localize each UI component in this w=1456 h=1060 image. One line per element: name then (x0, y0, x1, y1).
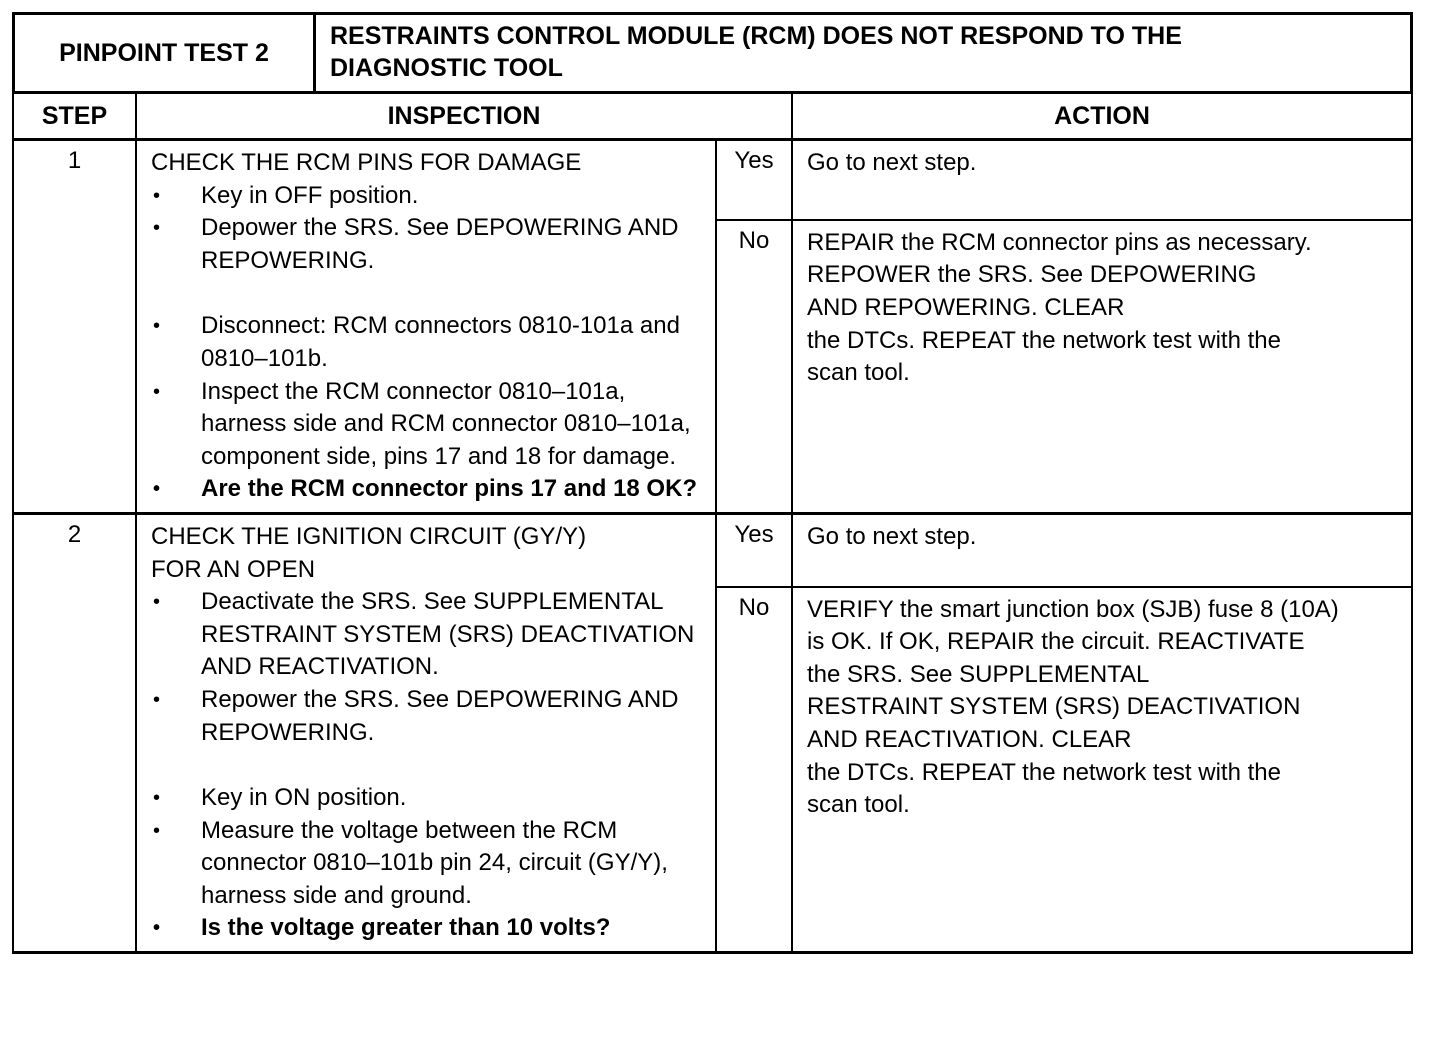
step-2-inspection (136, 513, 716, 952)
step-1-title: CHECK THE RCM PINS FOR DAMAGE (151, 149, 582, 176)
step-2-number: 2 (13, 513, 136, 952)
column-header-action: ACTION (792, 93, 1412, 140)
test-label: PINPOINT TEST 2 (14, 14, 315, 93)
title-block (12, 12, 1413, 94)
bullet-dot-icon: • (153, 184, 161, 207)
bullet-dot-icon: • (153, 688, 161, 711)
step-2-bullets (151, 586, 705, 945)
step-2-yes-label: Yes (716, 513, 792, 586)
step-2-bullet-1: • Deactivate the SRS. See SUPPLEMENTAL RESTRAINT SYSTEM (SRS) DEACTIVATION AND REACTIVATION. (153, 588, 695, 681)
bullet-dot-icon: • (153, 315, 161, 338)
step-1-no-action: REPAIR the RCM connector pins as necessary. REPOWER the SRS. See DEPOWERING AND REPOWERING. CLEAR the DTCs. REPEAT the network test with the scan tool. (792, 220, 1412, 514)
step-1-bullet-2: • Depower the SRS. See DEPOWERING AND REPOWERING. (153, 214, 679, 274)
bullet-dot-icon: • (153, 917, 161, 940)
step-2-bullet-4: • Measure the voltage between the RCM connector 0810–101b pin 24, circuit (GY/Y), harness side and ground. (153, 816, 668, 909)
column-header-inspection: INSPECTION (136, 93, 792, 140)
bullet-dot-icon: • (153, 478, 161, 501)
step-2-bullet-3: • Key in ON position. (151, 782, 705, 815)
step-2-title-line1: CHECK THE IGNITION CIRCUIT (GY/Y) (151, 522, 587, 550)
step-1-yes-row (13, 140, 1412, 220)
bullet-dot-icon: • (153, 217, 161, 240)
step-2-title-line2: FOR AN OPEN (151, 555, 316, 583)
procedure-table (12, 91, 1413, 954)
step-1-yes-label: Yes (716, 140, 792, 220)
step-1-no-label: No (716, 220, 792, 514)
step-2-no-action: VERIFY the smart junction box (SJB) fuse 8 (10A) is OK. If OK, REPAIR the circuit. REACTIVATE the SRS. See SUPPLEMENTAL RESTRAINT SYSTEM (SRS) DEACTIVATION AND REACTIVATION. CLEAR the DTCs. REPEAT the network test with the scan tool. (792, 587, 1412, 953)
bullet-dot-icon: • (153, 591, 161, 614)
step-1-inspection (136, 140, 716, 514)
column-header-step: STEP (13, 93, 136, 140)
step-2-no-label: No (716, 587, 792, 953)
test-title-line2: DIAGNOSTIC TOOL (330, 54, 563, 82)
step-2-question: • Is the voltage greater than 10 volts? (151, 912, 705, 945)
pinpoint-test-sheet (12, 12, 1413, 954)
step-1-yes-action: Go to next step. (792, 140, 1412, 220)
step-1-number: 1 (13, 140, 136, 514)
step-1-bullet-4: • Inspect the RCM connector 0810–101a, harness side and RCM connector 0810–101a, component side, pins 17 and 18 for damage. (153, 377, 691, 470)
step-1-question: • Are the RCM connector pins 17 and 18 OK? (151, 473, 705, 506)
bullet-dot-icon: • (153, 787, 161, 810)
test-title (315, 14, 1412, 93)
step-2-yes-action: Go to next step. (792, 513, 1412, 586)
step-1-bullet-3: • Disconnect: RCM connectors 0810-101a and 0810–101b. (153, 312, 680, 372)
bullet-dot-icon: • (153, 819, 161, 842)
step-2-yes-row (13, 513, 1412, 586)
column-header-row (13, 93, 1412, 140)
step-2-bullet-2: • Repower the SRS. See DEPOWERING AND REPOWERING. (153, 685, 679, 746)
step-1-bullet-1: • Key in OFF position. (151, 180, 705, 213)
step-1-bullets (151, 180, 705, 506)
bullet-dot-icon: • (153, 380, 161, 403)
test-title-line1: RESTRAINTS CONTROL MODULE (RCM) DOES NOT RESPOND TO THE (330, 22, 1182, 50)
